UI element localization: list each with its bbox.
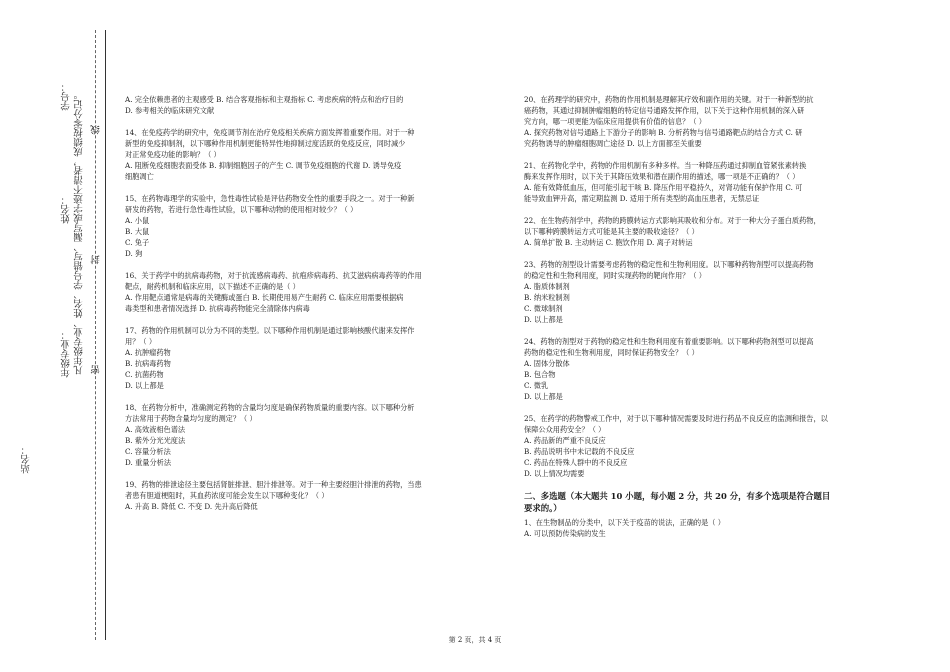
right-question-list	[524, 94, 864, 479]
question-q15	[125, 193, 470, 259]
name-label: 姓名：	[61, 195, 72, 224]
question-stem: 以下哪种跨膜转运方式可能是其主要的吸收途径？（ ）	[524, 227, 699, 236]
question-stem: 保障公众用药安全？（ ）	[524, 425, 606, 434]
option: A. 脂质体制剂	[524, 282, 570, 291]
binding-solid-line	[105, 30, 106, 640]
question-q20	[524, 94, 864, 149]
binding-margin	[0, 0, 118, 672]
page-footer: 第 2 页，共 4 页	[448, 636, 502, 644]
option: A. 抗肿瘤药物	[125, 348, 171, 357]
question-q25	[524, 413, 864, 479]
option: 究药物诱导的肿瘤细胞凋亡途径 D. 以上方面都至关重要	[524, 139, 702, 148]
question-q21	[524, 160, 864, 204]
option: A. 升高 B. 降低 C. 不变 D. 先升高后降低	[125, 502, 258, 511]
section-two-title	[524, 490, 864, 514]
right-column	[524, 94, 864, 550]
question-q19	[125, 479, 470, 512]
question-q24	[524, 336, 864, 402]
question-stem: 方法常用于药物含量均匀度的测定？（ ）	[125, 414, 257, 423]
question-stem: 25、在药学的药物警戒工作中，对于以下哪种情况需要及时进行药品不良反应的监测和报告，以	[524, 414, 828, 423]
question-stem: 18、在药物分析中，准确测定药物的含量均匀度是确保药物质量的重要内容。以下哪种分析	[125, 403, 415, 412]
option: D. 以上都是	[125, 381, 164, 390]
question-stem: 20、在药理学的研究中，药物的作用机制是理解其疗效和副作用的关键。对于一种新型的抗	[524, 95, 814, 104]
option: A. 阻断免疫细胞表面受体 B. 抑制细胞因子的产生 C. 调节免疫细胞的代谢 D. 诱导免疫	[125, 161, 402, 170]
option: A. 简单扩散 B. 主动转运 C. 胞饮作用 D. 离子对转运	[524, 238, 693, 247]
question-q18	[125, 402, 470, 468]
question-q14	[125, 127, 470, 182]
option: C. 微乳	[524, 381, 549, 390]
question-stem: 1、在生物制品的分类中，以下关于疫苗的说法，正确的是（ ）	[524, 518, 725, 527]
option: A. 作用靶点通常是病毒的关键酶或蛋白 B. 长期使用易产生耐药 C. 临床应用需要根据病	[125, 293, 404, 302]
option: C. 容量分析法	[125, 447, 171, 456]
student-id-label: 学号：	[61, 82, 72, 111]
option: A. 药品新的严重不良反应	[524, 436, 606, 445]
question-stem: 酶来发挥作用时，以下关于其降压效果和潜在副作用的描述，哪一项是不正确的？（ ）	[524, 172, 800, 181]
option: D. 狗	[125, 249, 143, 258]
question-stem: 24、药物的剂型对于药物的稳定性和生物利用度有着重要影响。以下哪种药物剂型可以提高	[524, 337, 814, 346]
option: C. 抗菌药物	[125, 370, 164, 379]
question-stem: 药物的稳定性和生物利用度，同时保证药物安全？（ ）	[524, 348, 699, 357]
option: D. 重量分析法	[125, 458, 172, 467]
option: B. 紫外分光光度法	[125, 436, 186, 445]
section-title-line: 二、多选题（本大题共 10 小题，每小题 2 分，共 20 分，有多个选项是符合题目	[524, 491, 831, 501]
question-q17	[125, 325, 470, 391]
question-stem: 19、药物的排泄途径主要包括肾脏排泄、胆汁排泄等。对于一种主要经胆汁排泄的药物，当患	[125, 480, 422, 489]
grade-major-label: 年级专业：	[61, 330, 72, 378]
option: B. 大鼠	[125, 227, 150, 236]
question-stem: 对正常免疫功能的影响？（ ）	[125, 150, 221, 159]
question-q22	[524, 215, 864, 248]
option: C. 微球制剂	[524, 304, 563, 313]
binding-dashed-line	[95, 30, 96, 640]
question-stem: 22、在生物药剂学中，药物的跨膜转运方式影响其吸收和分布。对于一种大分子蛋白质药物，	[524, 216, 821, 225]
question-stem: 的稳定性和生物利用度，同时实现药物的靶向作用？（ ）	[524, 271, 706, 280]
option: D. 以上情况均需要	[524, 469, 585, 478]
seal-line-label: 线	[91, 125, 102, 135]
option: B. 纳米粒制剂	[524, 293, 570, 302]
option: B. 药品说明书中未记载的不良反应	[524, 447, 635, 456]
option: A. 探究药物对信号通路上下游分子的影响 B. 分析药物与信号通路靶点的结合方式 C. 研	[524, 128, 803, 137]
question-stem: 17、药物的作用机制可以分为不同的类型。以下哪种作用机制是通过影响核酸代谢来发挥作	[125, 326, 415, 335]
question-stem: 用？（ ）	[125, 337, 157, 346]
seal-seal-label: 封	[91, 255, 102, 265]
option: D. 以上都是	[524, 392, 563, 401]
question-stem: 23、药物的剂型设计需要考虑药物的稳定性和生物利用度。以下哪种药物剂型可以提高药物	[524, 260, 814, 269]
question-stem: 癌药物，其通过抑制肿瘤细胞的特定信号通路发挥作用，以下关于这种作用机制的深入研	[524, 106, 805, 115]
option: B. 抗病毒药物	[125, 359, 171, 368]
question-stem: 15、在药物毒理学的实验中，急性毒性试验是评估药物安全性的重要手段之一。对于一种新	[125, 194, 415, 203]
question-q23	[524, 259, 864, 325]
question-q16	[125, 270, 470, 314]
option: C. 药品在特殊人群中的不良反应	[524, 458, 628, 467]
question-stem: 16、关于药学中的抗病毒药物，对于抗流感病毒药、抗疱疹病毒药、抗艾滋病病毒药等的作用	[125, 271, 422, 280]
question-stem: 究方向，哪一项更能为临床应用提供有价值的信息？（ ）	[524, 117, 706, 126]
warning-text: 凡年级专业、姓名、学号错写、漏写或字迹不清者，成绩按零分记。	[74, 90, 85, 375]
question-stem: 研发的药物，若进行急性毒性试验，以下哪种动物的使用相对较少？（ ）	[125, 205, 358, 214]
option: 毒类型和患者情况选择 D. 抗病毒药物能完全清除体内病毒	[125, 304, 310, 313]
question-stem: 靶点，耐药机制和临床应用，以下描述不正确的是（ ）	[125, 282, 300, 291]
question-stem: 者患有胆道梗阻时，其血药浓度可能会发生以下哪种变化？（ ）	[125, 491, 329, 500]
seal-mi-label: 密	[91, 365, 102, 375]
option: C. 兔子	[125, 238, 150, 247]
option: A. 完全依赖患者的主观感受 B. 结合客观指标和主观指标 C. 考虑疾病的特点和治疗目的	[125, 95, 404, 104]
option: A. 小鼠	[125, 216, 150, 225]
question-q13tail	[125, 94, 470, 116]
question-stem: 14、在免疫药学的研究中，免疫调节剂在治疗免疫相关疾病方面发挥着重要作用。对于一种	[125, 128, 415, 137]
left-column	[125, 94, 470, 523]
option: A. 固体分散体	[524, 359, 570, 368]
question-stem: 新型的免疫抑制剂，以下哪种作用机制更能特异性地抑制过度活跃的免疫反应，同时减少	[125, 139, 406, 148]
option: B. 包合物	[524, 370, 556, 379]
option: A. 可以预防传染病的发生	[524, 529, 606, 538]
section-title-line: 要求的。）	[524, 503, 562, 513]
option: A. 能有效降低血压，但可能引起干咳 B. 降压作用平稳持久，对肾功能有保护作用 C. 可	[524, 183, 803, 192]
option: D. 参考相关的临床研究文献	[125, 106, 215, 115]
option: 能导致血钾升高，需定期监测 D. 适用于所有类型的高血压患者，无禁忌证	[524, 194, 760, 203]
option: A. 高效液相色谱法	[125, 425, 186, 434]
option: 细胞凋亡	[125, 172, 154, 181]
option: D. 以上都是	[524, 315, 563, 324]
school-label: 站名：	[21, 445, 32, 474]
multi-question-1	[524, 517, 864, 539]
question-stem: 21、在药物化学中，药物的作用机制有多种多样。当一种降压药通过抑制血管紧张素转换	[524, 161, 807, 170]
